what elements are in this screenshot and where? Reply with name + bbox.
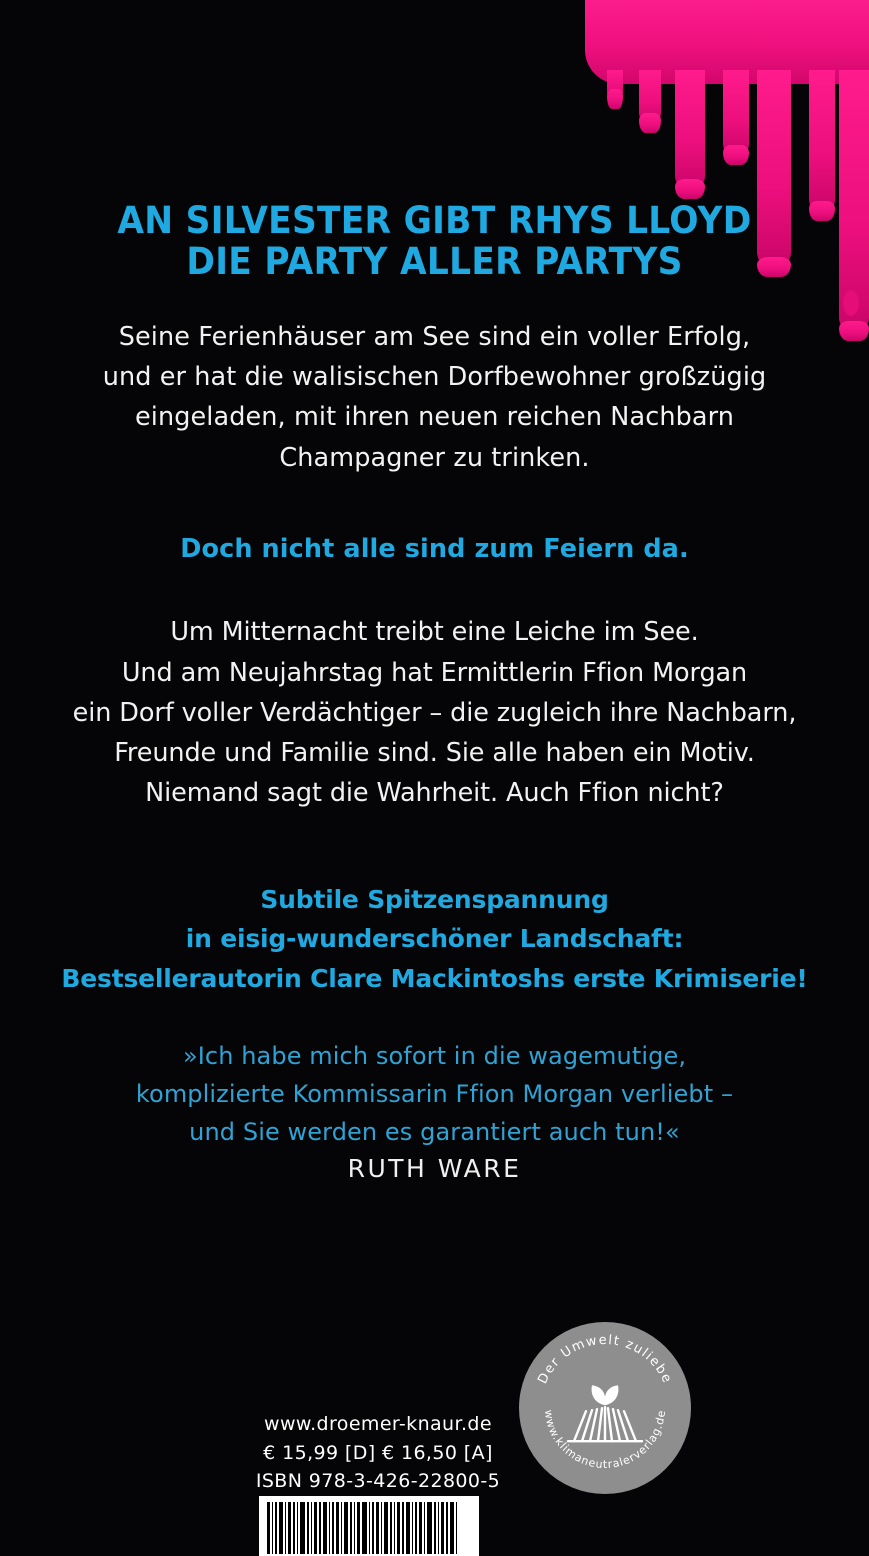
open-book-leaf-icon	[562, 1377, 648, 1447]
imprint-block	[198, 1410, 558, 1496]
drip-strand-2	[675, 70, 705, 190]
paragraph1-line-1: Seine Ferienhäuser am See sind ein voller Erfolg,	[118, 321, 751, 352]
blurb-paragraph-2	[6, 612, 863, 813]
blurb-paragraph-1	[6, 317, 863, 478]
headline-line-1: AN SILVESTER GIBT RHYS LLOYD	[117, 199, 752, 242]
cover-footer	[0, 1326, 869, 1556]
spacer	[6, 492, 863, 530]
isbn-line: ISBN 978-3-426-22800-5	[255, 1470, 501, 1492]
quote-line-3: und Sie werden es garantiert auch tun!«	[189, 1117, 680, 1146]
paragraph2-line-3: ein Dorf voller Verdächtiger – die zugleich ihre Nachbarn,	[72, 697, 797, 728]
press-quote	[6, 1038, 863, 1152]
quote-line-2: komplizierte Kommissarin Ffion Morgan verliebt –	[135, 1080, 734, 1109]
drip-strand-5	[809, 70, 835, 212]
paragraph2-line-2: Und am Neujahrstag hat Ermittlerin Ffion Morgan	[121, 657, 748, 688]
tagline-line-2: in eisig-wunderschöner Landschaft:	[185, 924, 684, 954]
paragraph2-line-1: Um Mitternacht treibt eine Leiche im See.	[170, 617, 699, 648]
drip-strand-1	[639, 70, 661, 124]
tagline-line-1: Subtile Spitzenspannung	[260, 884, 609, 914]
headline-line-2: DIE PARTY ALLER PARTYS	[186, 240, 683, 284]
paragraph2-line-5: Niemand sagt die Wahrheit. Auch Ffion nicht?	[145, 778, 724, 809]
publisher-website: www.droemer-knaur.de	[264, 1413, 492, 1435]
paragraph2-line-4: Freunde und Familie sind. Sie alle haben ein Motiv.	[114, 738, 755, 769]
quote-line-1: »Ich habe mich sofort in die wagemutige,	[182, 1042, 687, 1071]
price-line: € 15,99 [D] € 16,50 [A]	[263, 1441, 493, 1464]
paragraph1-line-2: und er hat die walisischen Dorfbewohner großzügig	[102, 362, 767, 393]
seal-bottom-text: www.klimaneutralerverlag.de	[541, 1409, 669, 1472]
drip-strand-3	[723, 70, 749, 156]
quote-author: RUTH WARE	[347, 1153, 522, 1183]
drip-strand-7	[607, 70, 623, 100]
headline	[36, 200, 833, 283]
spacer	[6, 828, 863, 880]
blurb-content	[0, 200, 869, 1183]
paragraph1-line-4: Champagner zu trinken.	[279, 442, 590, 473]
tagline-line-3: Bestsellerautorin Clare Mackintoshs erste Krimiserie!	[61, 963, 808, 993]
spacer	[6, 998, 863, 1038]
spacer	[6, 568, 863, 612]
paragraph1-line-3: eingeladen, mit ihren neuen reichen Nachbarn	[134, 402, 735, 433]
drip-mass	[585, 0, 869, 84]
seal-top-text: Der Umwelt zuliebe	[535, 1332, 675, 1387]
tagline	[6, 880, 863, 999]
ean-barcode	[259, 1496, 479, 1556]
eco-seal	[519, 1322, 691, 1494]
highlight-line: Doch nicht alle sind zum Feiern da.	[180, 534, 689, 564]
